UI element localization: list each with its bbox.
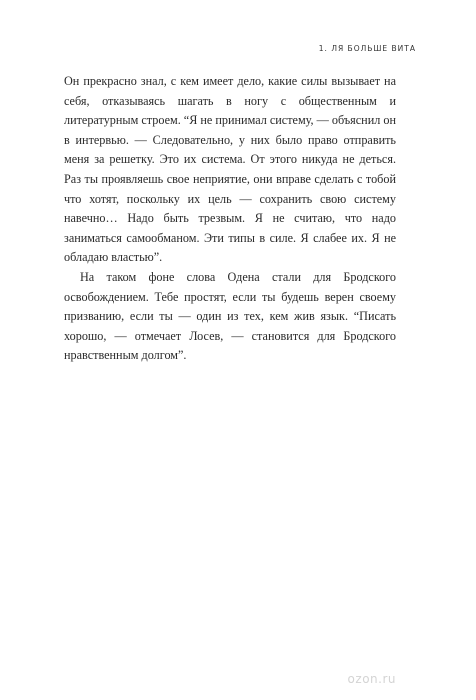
body-text	[64, 72, 396, 366]
watermark: ozon.ru	[347, 672, 396, 686]
paragraph-2: На таком фоне слова Одена стали для Бродского освобождением. Тебе простят, если ты будешь верен своему призванию, если ты — один из тех, кем жив язык. “Писать хорошо, — отмечает Лосев, — становится для Бродского нравственным долгом”.	[64, 269, 396, 363]
paragraph-1: Он прекрасно знал, с кем имеет дело, какие силы вызывает на себя, отказываясь шагать в ногу с общественным и литературным строем. “Я не принимал систему, — объяснил он в интервью. — Следовательно, у них было право отправить меня за решетку. Это их система. От этого никуда не деться. Раз ты проявляешь свое неприятие, они вправе сделать с тобой что хотят, поскольку их цель — сохранить свою систему навечно… Надо быть трезвым. Я не считаю, что надо заниматься самообманом. Эти типы в силе. Я слабее их. Я не обладаю властью”.	[64, 74, 396, 265]
running-head: 1. ЛЯ БОЛЬШЕ ВИТА	[318, 44, 416, 53]
